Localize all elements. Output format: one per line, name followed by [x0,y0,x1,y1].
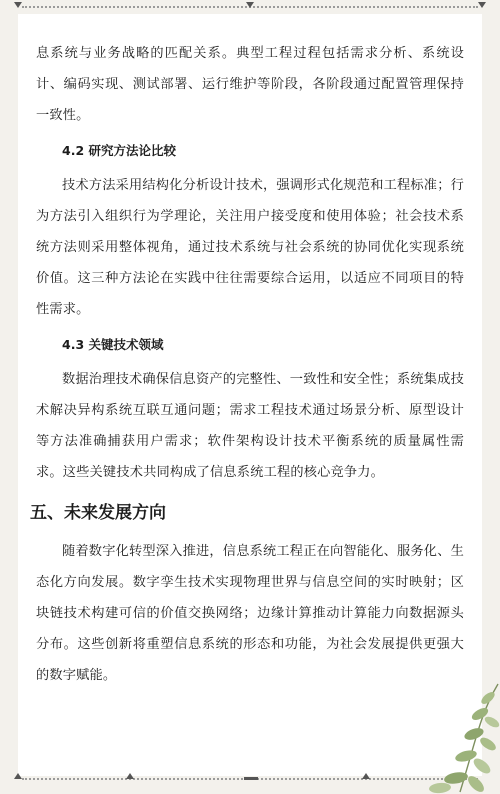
dash-marker-icon [244,777,258,780]
triangle-marker-icon [246,2,254,8]
paragraph: 息系统与业务战略的匹配关系。典型工程过程包括需求分析、系统设计、编码实现、测试部署、运行维护等阶段，各阶段通过配置管理保持一致性。 [36,46,464,123]
paragraph: 数据治理技术确保信息资产的完整性、一致性和安全性；系统集成技术解决异构系统互联互通问题；需求工程技术通过场景分析、原型设计等方法准确捕获用户需求；软件架构设计技术平衡系统的质量属性需求。这些关键技术共同构成了信息系统工程的核心竞争力。 [36,372,464,480]
triangle-marker-icon [14,2,22,8]
paragraph: 随着数字化转型深入推进，信息系统工程正在向智能化、服务化、生态化方向发展。数字孪生技术实现物理世界与信息空间的实时映射；区块链技术构建可信的价值交换网络；边缘计算推动计算能力向数据源头分布。这些创新将重塑信息系统的形态和功能，为社会发展提供更强大的数字赋能。 [36,544,464,683]
section-heading-4-3: 4.3 关键技术领域 [62,337,164,352]
document-body [30,38,464,691]
triangle-marker-icon [362,773,370,779]
triangle-marker-icon [14,773,22,779]
triangle-marker-icon [126,773,134,779]
triangle-marker-icon [478,2,486,8]
section-heading-4-2: 4.2 研究方法论比较 [62,143,176,158]
chapter-heading: 五、未来发展方向 [30,503,166,523]
top-border-rule [0,0,500,14]
paragraph: 技术方法采用结构化分析设计技术，强调形式化规范和工程标准；行为方法引入组织行为学理论，关注用户接受度和使用体验；社会技术系统方法则采用整体视角，通过技术系统与社会系统的协同优化实现系统价值。这三种方法论在实践中往往需要综合运用，以适应不同项目的特性需求。 [36,178,464,317]
leaf-decoration-icon [380,664,500,794]
